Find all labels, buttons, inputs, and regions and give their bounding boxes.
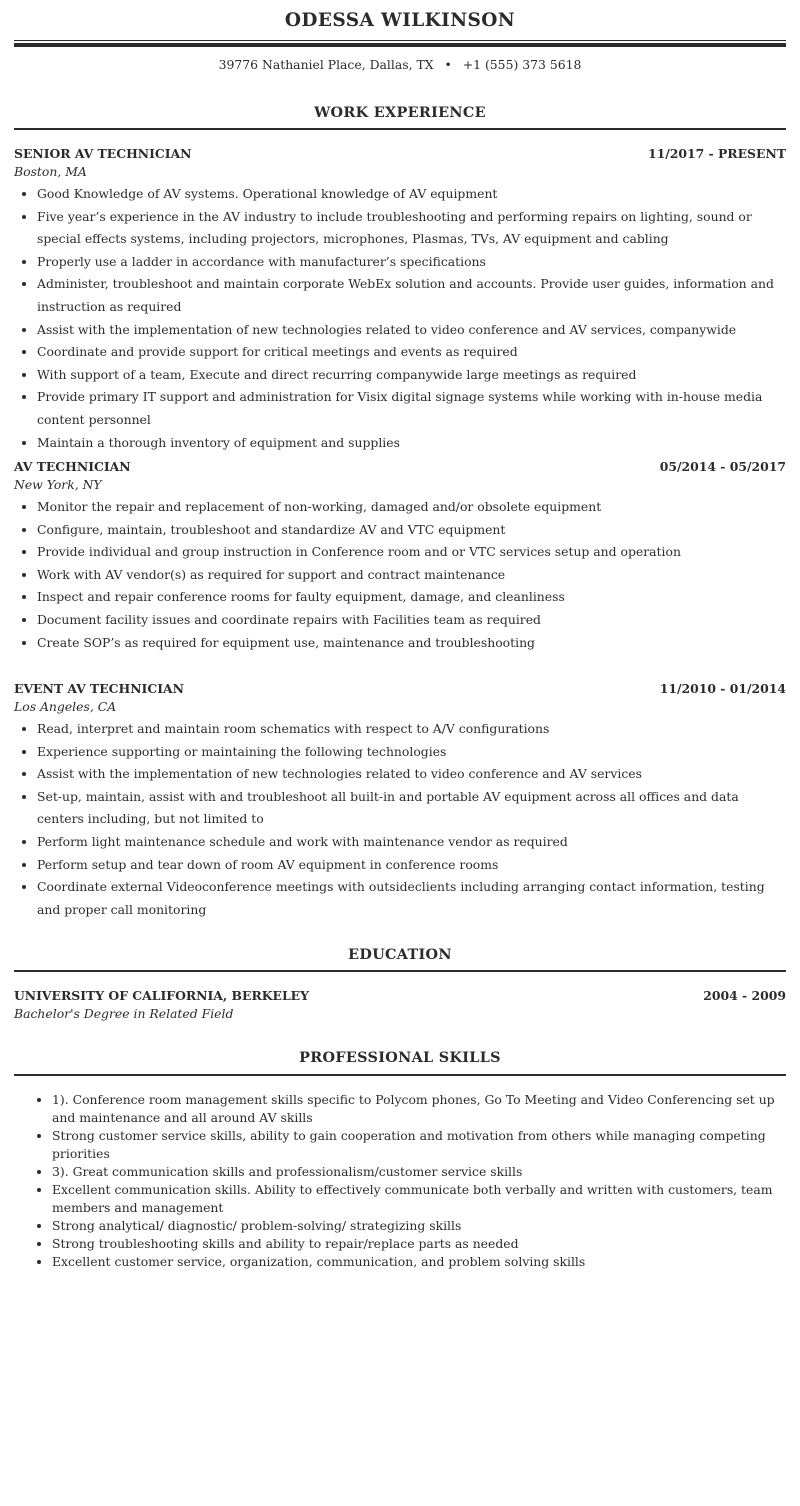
job-bullet: • Create SOP’s as required for equipment use, maintenance and troubleshooting: [37, 632, 786, 655]
section-rule-work-experience: [14, 128, 786, 130]
job-bullet: • Monitor the repair and replacement of non-working, damaged and/or obsolete equipment: [37, 496, 786, 519]
header-rule-thick: [14, 43, 786, 47]
job-dates: 11/2010 - 01/2014: [659, 681, 786, 696]
skill-item: • Strong troubleshooting skills and ability to repair/replace parts as needed: [52, 1235, 786, 1253]
job-entry-senior-av-technician: [14, 146, 786, 454]
education-school: UNIVERSITY OF CALIFORNIA, BERKELEY: [14, 988, 309, 1003]
contact-separator: •: [444, 57, 452, 72]
skill-item: • Excellent communication skills. Ability to effectively communicate both verbally and written with customers, team members and management: [52, 1181, 786, 1217]
job-bullet: • Good Knowledge of AV systems. Operational knowledge of AV equipment: [37, 183, 786, 206]
job-location: Los Angeles, CA: [14, 699, 117, 714]
skill-item: • 1). Conference room management skills specific to Polycom phones, Go To Meeting and Video Conferencing set up and maintenance and all around AV skills: [52, 1091, 786, 1127]
job-title: AV TECHNICIAN: [14, 459, 131, 474]
job-entry-event-av-technician: [14, 681, 786, 921]
skill-item: • Strong analytical/ diagnostic/ problem-solving/ strategizing skills: [52, 1217, 786, 1235]
job-title: SENIOR AV TECHNICIAN: [14, 146, 192, 161]
job-bullet: • Work with AV vendor(s) as required for support and contract maintenance: [37, 564, 786, 587]
job-entry-av-technician: [14, 459, 786, 654]
job-bullet: • Assist with the implementation of new technologies related to video conference and AV services: [37, 763, 786, 786]
job-bullet: • Read, interpret and maintain room schematics with respect to A/V configurations: [37, 718, 786, 741]
job-bullet: • Document facility issues and coordinate repairs with Facilities team as required: [37, 609, 786, 632]
section-rule-education: [14, 970, 786, 972]
job-header: [14, 459, 786, 476]
job-bullet: • Five year’s experience in the AV industry to include troubleshooting and performing repairs on lighting, sound or special effects systems, including projectors, microphones, Plasmas, TVs, AV equipment and cabling: [37, 206, 786, 251]
education-degree: Bachelor's Degree in Related Field: [14, 1006, 234, 1021]
job-bullet: • Coordinate external Videoconference meetings with outsideclients including arranging contact information, testing and proper call monitoring: [37, 876, 786, 921]
job-bullet: • Provide primary IT support and administration for Visix digital signage systems while working with in-house media content personnel: [37, 386, 786, 431]
section-title-professional-skills: PROFESSIONAL SKILLS: [299, 1049, 501, 1066]
job-bullet: • Perform setup and tear down of room AV equipment in conference rooms: [37, 854, 786, 877]
job-bullet: • With support of a team, Execute and direct recurring companywide large meetings as required: [37, 364, 786, 387]
job-location: Boston, MA: [14, 164, 87, 179]
section-title-work-experience: WORK EXPERIENCE: [314, 104, 486, 121]
job-bullet-list: [14, 496, 786, 654]
education-header: [14, 988, 786, 1005]
education-dates: 2004 - 2009: [703, 988, 786, 1003]
job-bullet-list: [14, 183, 786, 454]
skill-item: • 3). Great communication skills and professionalism/customer service skills: [52, 1163, 786, 1181]
job-bullet-list: [14, 718, 786, 921]
contact-address: 39776 Nathaniel Place, Dallas, TX: [218, 57, 434, 72]
job-header: [14, 146, 786, 163]
job-bullet: • Properly use a ladder in accordance with manufacturer’s specifications: [37, 251, 786, 274]
job-location: New York, NY: [14, 477, 102, 492]
job-bullet: • Provide individual and group instruction in Conference room and or VTC services setup and operation: [37, 541, 786, 564]
contact-line: [0, 57, 800, 72]
job-title: EVENT AV TECHNICIAN: [14, 681, 184, 696]
candidate-name: ODESSA WILKINSON: [284, 10, 516, 31]
job-bullet: • Set-up, maintain, assist with and troubleshoot all built-in and portable AV equipment across all offices and data centers including, but not limited to: [37, 786, 786, 831]
skill-item: • Excellent customer service, organization, communication, and problem solving skills: [52, 1253, 786, 1271]
job-bullet: • Inspect and repair conference rooms for faulty equipment, damage, and cleanliness: [37, 586, 786, 609]
job-dates: 11/2017 - PRESENT: [647, 146, 786, 161]
skills-list: [14, 1091, 786, 1271]
header-rule-thin: [14, 40, 786, 41]
education-entry: [14, 988, 786, 1025]
contact-phone: +1 (555) 373 5618: [462, 57, 582, 72]
job-bullet: • Configure, maintain, troubleshoot and standardize AV and VTC equipment: [37, 519, 786, 542]
job-dates: 05/2014 - 05/2017: [659, 459, 786, 474]
job-bullet: • Coordinate and provide support for critical meetings and events as required: [37, 341, 786, 364]
job-header: [14, 681, 786, 698]
job-bullet: • Perform light maintenance schedule and work with maintenance vendor as required: [37, 831, 786, 854]
job-bullet: • Administer, troubleshoot and maintain corporate WebEx solution and accounts. Provide user guides, information and instruction as required: [37, 273, 786, 318]
skill-item: • Strong customer service skills, ability to gain cooperation and motivation from others while managing competing priorities: [52, 1127, 786, 1163]
section-title-education: EDUCATION: [348, 946, 452, 963]
job-bullet: • Experience supporting or maintaining the following technologies: [37, 741, 786, 764]
section-rule-professional-skills: [14, 1074, 786, 1076]
job-bullet: • Maintain a thorough inventory of equipment and supplies: [37, 432, 786, 455]
job-bullet: • Assist with the implementation of new technologies related to video conference and AV services, companywide: [37, 319, 786, 342]
